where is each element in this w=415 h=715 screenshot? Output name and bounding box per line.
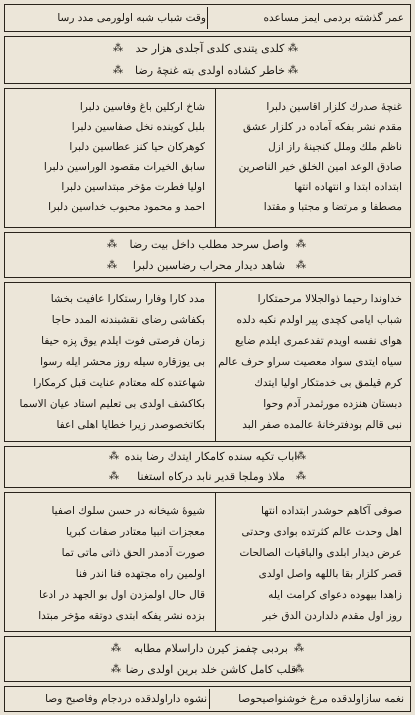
ornament-icon: ⁂ [111, 643, 121, 654]
verse-line: بزده نشر یفکه ابتدی دوتقه مؤخر مبتدا [38, 610, 205, 622]
verse-line: بکفاشی رضای نقشبندنه المدد حاجا [51, 314, 205, 326]
couplet-4-line-2: قلب کامل کاشن خلد برین اولدی رضا [125, 663, 297, 676]
verse-line: نبی قالم بودفترخانهٔ عالمده صفر البد [242, 419, 402, 431]
verse-line: بلبل کوینده نخل صفاسین دلبرا [71, 121, 205, 133]
verse-line: زمان فرصتی فوت ایلدم یوق پزه حیفا [41, 335, 205, 347]
couplet-1-line-2: خاطر کشاده اولدی بته غنچهٔ رضا [135, 64, 285, 77]
verse-line: اولمین راه مجتهده فنا اندر فنا [75, 568, 205, 580]
ornament-icon: ⁂ [294, 643, 304, 654]
verse-line: بکاتخصوصدر زیرا خطایا اهلی اعفا [56, 419, 205, 431]
couplet-4-line-1: بردبی چفمز کیرن داراسلام مطابه [134, 642, 288, 655]
verse-line: قال حال اولمزدن اول بو الجهد در ادعا [39, 589, 205, 601]
couplet-2-line-1: واصل سرحد مطلب داخل بیت رضا [129, 238, 289, 251]
verse-block-2-left [13, 289, 211, 436]
verse-block-3 [4, 492, 411, 632]
couplet-1-line-1: کلدی یتندی کلدی آجلدی هزار حد [135, 42, 285, 55]
verse-line: شاخ ارکلین باغ وفاسین دلبرا [79, 101, 205, 113]
verse-block-2-right [214, 289, 408, 436]
verse-line: مقدم نشر بفکه آماده در کلزار عشق [242, 121, 402, 133]
verse-line: معجزات انبیا معتادر صفات کبریا [66, 526, 205, 538]
ornament-icon: ⁂ [296, 471, 306, 482]
verse-line: سیاه ایتدی سواد معصیت سراو حرف عالم [218, 356, 402, 368]
couplet-3-line-1: اباب تکیه سنده کامکار ایتدك رضا بنده [124, 450, 298, 463]
verse-line: صورت آدمدر الحق ذاتی ماتی تما [61, 547, 205, 559]
ornament-icon: ⁂ [109, 451, 119, 462]
verse-line: عرض دیدار ابلدی والباقیات الصالحات [239, 547, 402, 559]
ornament-icon: ⁂ [294, 664, 304, 675]
bottom-band-left: نشوه داراولدقده دردجام وفاصبح وصا [45, 693, 207, 705]
verse-line: شباب ایامی کچدی پیر اولدم نکبه دلده [236, 314, 402, 326]
verse-block-3-right [214, 501, 408, 627]
couplet-3-line-2: ملاذ وملجا قدیر نابد درکاه استغنا [137, 470, 285, 483]
verse-line: خداوندا رحیما ذوالجلالا مرحمتکارا [257, 293, 402, 305]
verse-line: ناظم ملك وملل کنجینهٔ راز ازل [268, 141, 402, 153]
ornament-icon: ⁂ [107, 239, 117, 250]
verse-line: کوهرکان حیا کنز عطاسین دلبرا [69, 141, 205, 153]
couplet-4 [4, 636, 411, 682]
ornament-icon: ⁂ [113, 43, 123, 54]
ornament-icon: ⁂ [109, 471, 119, 482]
couplet-3 [4, 446, 411, 488]
verse-block-1-divider [215, 89, 216, 227]
verse-line: بی یوزقاره سیله روز محشر ایله رسوا [40, 356, 205, 368]
ornament-icon: ⁂ [111, 664, 121, 675]
verse-block-1-left [13, 97, 211, 217]
verse-line: احمد و محمود محبوب خداسین دلبرا [48, 201, 205, 213]
couplet-2-line-2: شاهد دیدار محراب رضاسین دلبرا [132, 259, 286, 272]
verse-line: صوفی آکاهم حوشدر ابتداده انتها [260, 505, 402, 517]
verse-line: شهاعتده کله معتادم عنایت قبل کرمکارا [33, 377, 205, 389]
couplet-2 [4, 232, 411, 278]
verse-line: ابتداده ابتدا و انتهاده انتها [294, 181, 402, 193]
verse-line: مصطفا و مرتضا و مجتبا و مقتدا [263, 201, 402, 213]
ornament-icon: ⁂ [107, 260, 117, 271]
couplet-1 [4, 36, 411, 84]
ornament-icon: ⁂ [296, 451, 306, 462]
verse-line: غنچهٔ صدرك کلزار اقاسین دلبرا [266, 101, 402, 113]
ornament-icon: ⁂ [296, 260, 306, 271]
top-band [4, 4, 411, 32]
verse-line: روز اول مقدم دلداردن الدق خبر [262, 610, 402, 622]
ornament-icon: ⁂ [288, 43, 298, 54]
verse-line: کرم قیلمق بی خدمتکار اولیا ایتدك [254, 377, 402, 389]
verse-line: هوای نفسه اویدم تفدعمری ایلدم ضایع [235, 335, 402, 347]
verse-block-1 [4, 88, 411, 228]
verse-line: مدد کارا وفارا رستکارا عافیت بخشا [50, 293, 205, 305]
top-band-left: وقت شباب شبه اولورمی مدد رسا [57, 12, 206, 24]
verse-line: شیوهٔ شیخانه در حسن سلوك اصفیا [51, 505, 205, 517]
verse-line: صادق الوعد امین الخلق خیر الناصرین [238, 161, 402, 173]
ornament-icon: ⁂ [288, 65, 298, 76]
verse-line: اهل وحدت عالم کثرتده بوادی وحدتی [241, 526, 402, 538]
bottom-band-right: نغمه سازاولدقده مرغ خوشنواصیحوصا [238, 693, 404, 705]
bottom-band [4, 686, 411, 712]
ornament-icon: ⁂ [113, 65, 123, 76]
ornament-icon: ⁂ [296, 239, 306, 250]
verse-block-2 [4, 282, 411, 442]
verse-line: اولیا فطرت مؤخر مبتداسین دلبرا [61, 181, 205, 193]
verse-line: سابق الخیرات مقصود الوراسین دلبرا [43, 161, 205, 173]
verse-line: زاهدا بیهوده دعوای کرامت ایله [268, 589, 402, 601]
verse-block-1-right [218, 97, 408, 217]
verse-line: قصر کلزار بقا باللهه واصل اولدی [258, 568, 402, 580]
verse-line: دبستان هنزده مورثمدر آدم وحوا [263, 398, 402, 410]
top-band-right: عمر گذشته بردمی ایمز مساعده [263, 12, 404, 24]
verse-line: بکاکشف اولدی بی تعلیم استاد عیان الاسما [19, 398, 205, 410]
verse-block-3-left [13, 501, 211, 627]
